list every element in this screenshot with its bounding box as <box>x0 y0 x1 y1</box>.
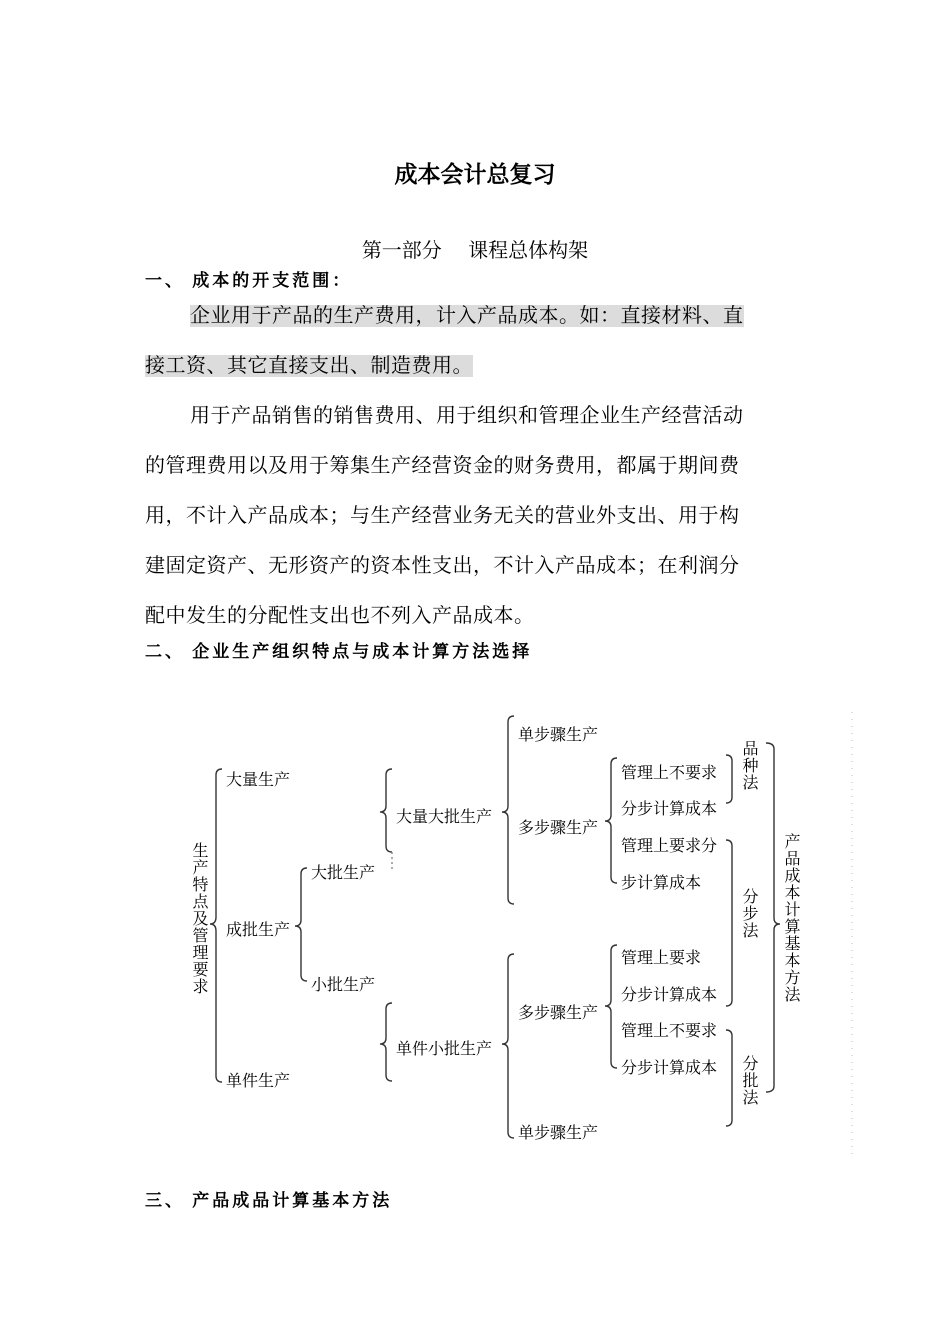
node-small-batch: 小批生产 <box>311 975 376 994</box>
node-upper-multi-step: 多步骤生产 <box>518 818 599 837</box>
bracket-fenpi <box>726 1030 732 1126</box>
section-heading-1: 一、 成本的开支范围： <box>145 271 353 290</box>
brace-final <box>766 743 780 1092</box>
paragraph-2-line-4: 建固定资产、无形资产的资本性支出，不计入产品成本；在利润分 <box>145 555 740 577</box>
section-heading-2: 二、 企业生产组织特点与成本计算方法选择 <box>145 642 533 661</box>
node-upper-req-4: 步计算成本 <box>621 873 702 892</box>
document-title: 成本会计总复习 <box>394 162 556 188</box>
node-lower-multi-step: 多步骤生产 <box>518 1003 599 1022</box>
method-fenpi: 分批法 <box>740 1055 759 1106</box>
node-lower-single-step: 单步骤生产 <box>518 1123 599 1142</box>
part-title: 第一部分 课程总体构架 <box>361 238 589 262</box>
node-upper-req-2: 分步计算成本 <box>621 799 718 818</box>
node-lower-req-4: 分步计算成本 <box>621 1058 718 1077</box>
node-single-production: 单件生产 <box>226 1071 291 1090</box>
brace-lower-reqs <box>605 945 617 1068</box>
paragraph-1-line-2: 接工资、其它直接支出、制造费用。 <box>145 355 473 377</box>
section-heading-3: 三、 产品成品计算基本方法 <box>145 1191 393 1210</box>
paragraph-2-line-2: 的管理费用以及用于筹集生产经营资金的财务费用，都属于期间费 <box>145 455 740 477</box>
bracket-fenbu <box>726 840 732 1006</box>
diagram-root: 生产特点及管理要求 <box>190 842 209 995</box>
node-large-batch: 大批生产 <box>311 863 376 882</box>
bracket-pinzhong <box>726 755 732 803</box>
paragraph-2-line-5: 配中发生的分配性支出也不列入产品成本。 <box>145 605 535 627</box>
method-pinzhong: 品种法 <box>740 740 759 791</box>
brace-batch <box>295 868 307 981</box>
node-lower-req-3: 管理上不要求 <box>621 1021 718 1040</box>
method-fenbu: 分步法 <box>740 888 759 939</box>
brace-lower-steps <box>502 954 514 1138</box>
node-upper-req-3: 管理上要求分 <box>621 836 718 855</box>
node-mass-production: 大量生产 <box>226 770 291 789</box>
final-method-label: 产品成本计算基本方法 <box>782 833 801 1003</box>
paragraph-2-line-3: 用，不计入产品成本；与生产经营业务无关的营业外支出、用于构 <box>145 505 740 527</box>
node-upper-req-1: 管理上不要求 <box>621 763 718 782</box>
node-lower-req-1: 管理上要求 <box>621 948 702 967</box>
paragraph-2-line-1: 用于产品销售的销售费用、用于组织和管理企业生产经营活动 <box>190 405 744 427</box>
brace-upper-reqs <box>605 758 617 883</box>
brace-upper-steps <box>502 716 514 904</box>
paragraph-1-line-1: 企业用于产品的生产费用，计入产品成本。如：直接材料、直 <box>190 305 744 327</box>
node-lower-req-2: 分步计算成本 <box>621 985 718 1004</box>
brace-mass <box>380 769 392 852</box>
brace-root <box>210 769 222 1082</box>
node-batch-production: 成批生产 <box>226 920 291 939</box>
node-upper-single-step: 单步骤生产 <box>518 725 599 744</box>
brace-single <box>380 1003 392 1081</box>
node-single-small-batch: 单件小批生产 <box>396 1039 493 1058</box>
node-mass-large-batch: 大量大批生产 <box>396 807 493 826</box>
